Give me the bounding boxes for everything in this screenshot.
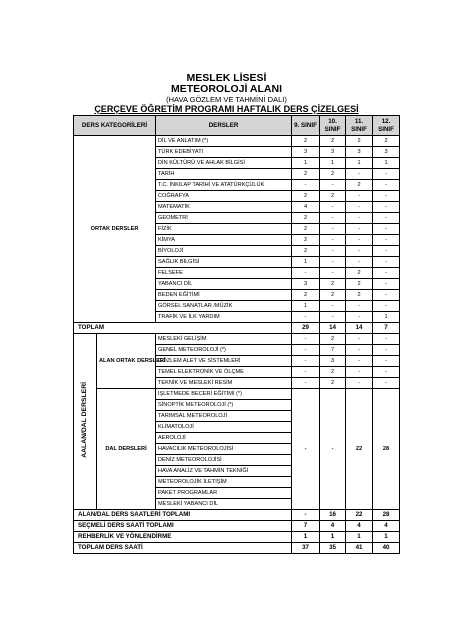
area-branch-category — [74, 334, 97, 510]
course-hours-g10: - — [320, 213, 346, 224]
course-name: FELSEFE — [156, 268, 292, 279]
course-name: İŞLETMEDE BECERİ EĞİTİMİ (*) — [156, 389, 292, 400]
course-hours-g10: 2 — [320, 334, 346, 345]
course-hours-g11: - — [346, 246, 373, 257]
summary-hours-g11: 4 — [346, 521, 373, 532]
header-grade-10: 10. SINIF — [320, 116, 346, 136]
course-hours-g12: - — [373, 246, 400, 257]
course-hours-g12: - — [373, 191, 400, 202]
course-hours-g9: 2 — [292, 169, 320, 180]
header-courses: DERSLER — [156, 116, 292, 136]
course-hours-g9: 1 — [292, 257, 320, 268]
course-name: GEOMETRİ — [156, 213, 292, 224]
course-hours-g10: 2 — [320, 191, 346, 202]
summary-hours-g12: 40 — [373, 543, 400, 554]
course-hours-g10: - — [320, 268, 346, 279]
course-hours-g11: - — [346, 169, 373, 180]
course-hours-g9: 2 — [292, 235, 320, 246]
branch-course-row — [74, 389, 400, 400]
course-name: SİNOPTİK METEOROLOJİ (*) — [156, 400, 292, 411]
course-name: AEROLOJİ — [156, 433, 292, 444]
course-hours-g9: 1 — [292, 158, 320, 169]
course-hours-g11: - — [346, 378, 373, 389]
total-g12: 7 — [373, 323, 400, 334]
course-name: HAVACILIK METEOROLOJİSİ — [156, 444, 292, 455]
course-name: T.C. İNKILAP TARİHİ VE ATATÜRKÇÜLÜK — [156, 180, 292, 191]
course-hours-g11: - — [346, 367, 373, 378]
summary-label: SEÇMELİ DERS SAATİ TOPLAMI — [74, 521, 292, 532]
field-title: METEOROLOJİ ALANI — [170, 83, 283, 95]
common-total-row — [74, 323, 400, 334]
course-name: TÜRK EDEBİYATI — [156, 147, 292, 158]
course-hours-g10: - — [320, 301, 346, 312]
course-hours-g9: - — [292, 312, 320, 323]
course-hours-g12: - — [373, 213, 400, 224]
branch-total-g12: 28 — [373, 389, 400, 510]
course-name: GÖZLEM ALET VE SİSTEMLERİ — [156, 356, 292, 367]
course-name: FİZİK — [156, 224, 292, 235]
course-hours-g11: - — [346, 356, 373, 367]
course-hours-g11: - — [346, 312, 373, 323]
course-hours-g10: - — [320, 246, 346, 257]
course-hours-g11: 2 — [346, 290, 373, 301]
course-name: TRAFİK VE İLK YARDIM — [156, 312, 292, 323]
course-hours-g10: 3 — [320, 147, 346, 158]
course-hours-g12: - — [373, 367, 400, 378]
branch-category-label: DAL DERSLERİ — [97, 389, 156, 510]
header-grade-9: 9. SINIF — [292, 116, 320, 136]
course-name: COĞRAFYA — [156, 191, 292, 202]
course-name: DENİZ METEOROLOJİSİ — [156, 455, 292, 466]
course-hours-g11: 2 — [346, 136, 373, 147]
course-hours-g11: - — [346, 235, 373, 246]
course-name: SAĞLIK BİLGİSİ — [156, 257, 292, 268]
course-hours-g9: - — [292, 268, 320, 279]
summary-hours-g12: 1 — [373, 532, 400, 543]
summary-hours-g9: 37 — [292, 543, 320, 554]
area-courses-section — [74, 334, 400, 510]
course-hours-g9: 3 — [292, 279, 320, 290]
course-hours-g9: 2 — [292, 191, 320, 202]
header-category: DERS KATEGORİLERİ — [74, 116, 156, 136]
course-hours-g11: 2 — [346, 279, 373, 290]
course-hours-g10: - — [320, 224, 346, 235]
course-hours-g9: 2 — [292, 224, 320, 235]
course-hours-g11: 3 — [346, 147, 373, 158]
course-name: MESLEKİ GELİŞİM — [156, 334, 292, 345]
branch-subtitle: (HAVA GÖZLEM VE TAHMİNİ DALI) — [166, 95, 287, 104]
course-hours-g11: 2 — [346, 180, 373, 191]
course-name: KİMYA — [156, 235, 292, 246]
course-hours-g9: 2 — [292, 213, 320, 224]
summary-label: TOPLAM DERS SAATİ — [74, 543, 292, 554]
course-hours-g11: - — [346, 213, 373, 224]
total-g9: 29 — [292, 323, 320, 334]
summary-section — [74, 510, 400, 554]
weekly-course-schedule-table — [73, 115, 400, 554]
course-hours-g11: - — [346, 257, 373, 268]
summary-label: ALAN/DAL DERS SAATLERİ TOPLAMI — [74, 510, 292, 521]
course-name: MESLEKİ YABANCI DİL — [156, 499, 292, 510]
summary-hours-g10: 35 — [320, 543, 346, 554]
course-hours-g9: 2 — [292, 136, 320, 147]
course-name: MATEMATİK — [156, 202, 292, 213]
course-name: DİN KÜLTÜRÜ VE AHLAK BİLGİSİ — [156, 158, 292, 169]
summary-row — [74, 521, 400, 532]
area-core-course-row — [74, 334, 400, 345]
course-name: TARIMSAL METEOROLOJİ — [156, 411, 292, 422]
course-hours-g10: - — [320, 257, 346, 268]
course-hours-g9: 2 — [292, 290, 320, 301]
course-hours-g11: 1 — [346, 158, 373, 169]
common-category-label: ORTAK DERSLER — [74, 136, 156, 323]
course-name: GÖRSEL SANATLAR /MÜZİK — [156, 301, 292, 312]
course-hours-g12: - — [373, 257, 400, 268]
course-hours-g9: 2 — [292, 246, 320, 257]
summary-hours-g9: 1 — [292, 532, 320, 543]
common-courses-section — [74, 136, 400, 323]
summary-hours-g11: 1 — [346, 532, 373, 543]
course-hours-g12: - — [373, 378, 400, 389]
course-hours-g12: - — [373, 290, 400, 301]
total-label: TOPLAM — [74, 323, 292, 334]
course-name: TEMEL ELEKTRONİK VE ÖLÇME — [156, 367, 292, 378]
course-hours-g9: - — [292, 334, 320, 345]
course-hours-g12: - — [373, 180, 400, 191]
course-name: HAVA ANALİZ VE TAHMİN TEKNİĞİ — [156, 466, 292, 477]
course-name: TEKNİK VE MESLEKİ RESİM — [156, 378, 292, 389]
summary-hours-g12: 28 — [373, 510, 400, 521]
summary-hours-g10: 1 — [320, 532, 346, 543]
course-name: BİYOLOJİ — [156, 246, 292, 257]
course-name: KLİMATOLOJİ — [156, 422, 292, 433]
summary-hours-g11: 22 — [346, 510, 373, 521]
course-hours-g10: 2 — [320, 136, 346, 147]
summary-hours-g10: 16 — [320, 510, 346, 521]
course-name: GENEL METEOROLOJİ (*) — [156, 345, 292, 356]
branch-total-g11: 22 — [346, 389, 373, 510]
course-hours-g10: 7 — [320, 345, 346, 356]
branch-total-g9: - — [292, 389, 320, 510]
course-hours-g9: - — [292, 180, 320, 191]
course-hours-g12: 3 — [373, 147, 400, 158]
course-hours-g11: 2 — [346, 268, 373, 279]
course-hours-g10: - — [320, 202, 346, 213]
course-hours-g12: 1 — [373, 312, 400, 323]
course-hours-g9: - — [292, 378, 320, 389]
course-hours-g10: 3 — [320, 356, 346, 367]
common-total-section — [74, 323, 400, 334]
course-name: METEOROLOJİK İLETİŞİM — [156, 477, 292, 488]
course-hours-g11: - — [346, 301, 373, 312]
summary-hours-g10: 4 — [320, 521, 346, 532]
course-hours-g9: - — [292, 345, 320, 356]
area-core-category-label: ALAN ORTAK DERSLERİ — [97, 334, 156, 389]
summary-row — [74, 532, 400, 543]
course-hours-g10: 2 — [320, 378, 346, 389]
course-hours-g12: - — [373, 356, 400, 367]
course-hours-g12: - — [373, 345, 400, 356]
summary-hours-g11: 41 — [346, 543, 373, 554]
total-g10: 14 — [320, 323, 346, 334]
course-hours-g12: - — [373, 301, 400, 312]
course-hours-g9: - — [292, 356, 320, 367]
schedule-title: ÇERÇEVE ÖĞRETİM PROGRAMI HAFTALIK DERS ÇİZELGESİ — [94, 104, 359, 114]
course-name: TARİH — [156, 169, 292, 180]
course-name: BEDEN EĞİTİMİ — [156, 290, 292, 301]
branch-total-g10: - — [320, 389, 346, 510]
course-hours-g9: - — [292, 367, 320, 378]
summary-hours-g9: 7 — [292, 521, 320, 532]
course-hours-g10: - — [320, 180, 346, 191]
course-hours-g12: - — [373, 279, 400, 290]
course-hours-g9: 4 — [292, 202, 320, 213]
course-hours-g10: - — [320, 235, 346, 246]
course-hours-g12: - — [373, 334, 400, 345]
summary-hours-g12: 4 — [373, 521, 400, 532]
course-hours-g12: - — [373, 224, 400, 235]
course-hours-g12: - — [373, 202, 400, 213]
course-hours-g12: - — [373, 268, 400, 279]
course-hours-g10: 2 — [320, 169, 346, 180]
header-grade-11: 11. SINIF — [346, 116, 373, 136]
course-hours-g9: 1 — [292, 301, 320, 312]
course-hours-g11: - — [346, 191, 373, 202]
course-hours-g11: - — [346, 334, 373, 345]
course-hours-g12: 2 — [373, 136, 400, 147]
area-branch-category-label: AALAN/DAL DERSLERİ — [81, 381, 88, 458]
header-grade-12: 12. SINIF — [373, 116, 400, 136]
summary-label: REHBERLİK VE YÖNLENDİRME — [74, 532, 292, 543]
course-hours-g9: 3 — [292, 147, 320, 158]
course-hours-g11: - — [346, 224, 373, 235]
course-hours-g11: - — [346, 202, 373, 213]
course-row — [74, 136, 400, 147]
course-hours-g10: - — [320, 312, 346, 323]
course-hours-g12: - — [373, 235, 400, 246]
total-g11: 14 — [346, 323, 373, 334]
course-hours-g11: - — [346, 345, 373, 356]
course-hours-g10: 1 — [320, 158, 346, 169]
course-name: DİL VE ANLATIM (*) — [156, 136, 292, 147]
course-name: PAKET PROGRAMLAR — [156, 488, 292, 499]
document-title-block — [0, 73, 453, 114]
summary-row — [74, 543, 400, 554]
course-name: YABANCI DİL — [156, 279, 292, 290]
summary-row — [74, 510, 400, 521]
course-hours-g10: 2 — [320, 279, 346, 290]
course-hours-g12: - — [373, 169, 400, 180]
course-hours-g10: 2 — [320, 367, 346, 378]
summary-hours-g9: - — [292, 510, 320, 521]
course-hours-g12: 1 — [373, 158, 400, 169]
school-type-title: MESLEK LİSESİ — [186, 72, 267, 84]
header-row — [74, 116, 400, 136]
course-hours-g10: 2 — [320, 290, 346, 301]
